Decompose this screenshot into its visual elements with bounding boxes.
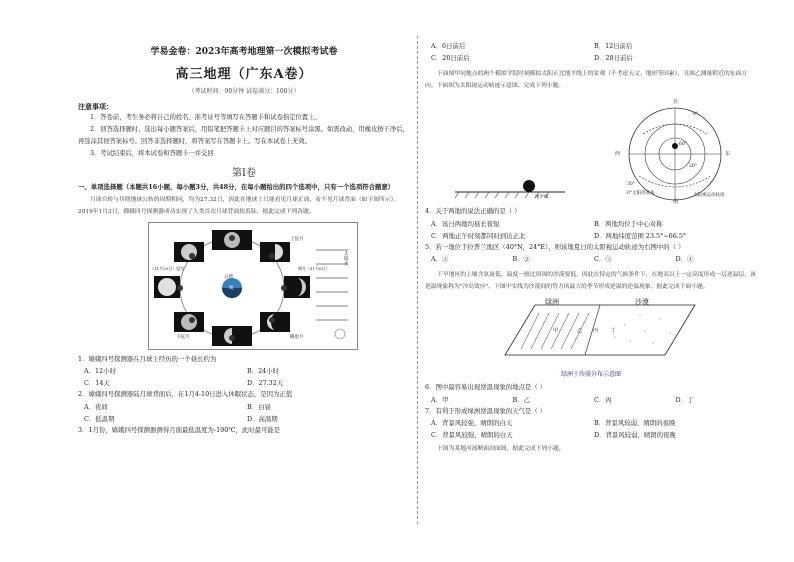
moon-phase-figure (148, 222, 358, 350)
q1-option-c[interactable]: C．14天 (84, 379, 110, 387)
sun-label-path: 太阳视运动轨迹 (693, 193, 725, 198)
footer-intro: 下图为某地河流断面剖面图，据此完成下列小题。 (437, 446, 565, 452)
q2-option-d[interactable]: D．高温期 (247, 414, 278, 423)
note-item-2: 2．回答选择题时，选出每小题答案后，用铅笔把答题卡上对应题目的答案标号涂黑。如需改动，用橡皮擦干净后，再选涂其他答案标号。回答非选择题时，将答案写在答题卡上。写在本试卷上无效。 (78, 126, 409, 145)
note-item-1: 1．答卷前，考生务必将自己的姓名、准考证号等填写在答题卡和试卷指定位置上。 (90, 114, 321, 121)
q4-option-d[interactable]: D．两地纬度范围 23.5°~66.5° (594, 231, 687, 240)
point-yi: 乙 (577, 328, 583, 334)
exam-time-score: （考试时间：90分钟 试卷满分：100分） (188, 88, 300, 95)
question-6-options (425, 394, 757, 406)
right-column (425, 40, 757, 455)
left-column (78, 40, 410, 436)
q2-option-b[interactable]: B．白昼 (247, 402, 271, 411)
intro-3: 干旱地区的土壤含氮量低，温度一般比周围的沙漠要低，因此在特定的气候条件下，在地表以上一定高度形成一层逆温层，该逆温现象称为"冷岛效应"。下图中实线为沙漠间的势力风最大的季节形成逆温的逆温现象。据此完成下面小题。 (425, 272, 756, 290)
sun-label-east: 东 (725, 151, 731, 157)
oasis-desert-diagram (425, 297, 757, 367)
q7-option-a[interactable]: A．背景风较强，晴朗的白天 (431, 419, 513, 427)
question-7: 7．有利于形成绿洲逆温现象的天气是（ ） (425, 406, 547, 415)
exam-subject: 高三地理（广东A卷） (175, 67, 313, 82)
q3-option-a[interactable]: A．6日前后 (431, 42, 466, 50)
question-5: 5．若一地位于拉普兰地区（40°N，24°E），则该地夏日的太阳视运动轨迹为右图中的（ ） (425, 242, 685, 251)
notes-heading: 注意事项： (78, 102, 113, 111)
moon-label-earth: 地 (229, 285, 234, 291)
question-7-options-2 (425, 429, 757, 441)
q1-option-b[interactable]: B．24小时 (247, 367, 279, 375)
q4-option-c[interactable]: C．两地正午时刻都同时到达正北 (431, 231, 526, 240)
question-4-options-2 (425, 230, 757, 242)
section-heading: 一、单项选择题（本题共16小题，每小题3分，共48分，在每小题给出的四个选项中，只有一个选项符合题意） (78, 183, 395, 191)
question-3: 3．1月份，嫦娥四号探测器测得月面最低温度为-190℃，此时最可能是 (78, 425, 281, 434)
q6-option-d[interactable]: D．丁 (675, 395, 694, 404)
question-6: 6．图中最容易出现逆温现象的地点是（ ） (425, 383, 547, 391)
question-1: 1．嫦娥四号探测器在月球上经历的一个昼长约为 (78, 354, 217, 363)
sun-label-horizon: 地平线 (535, 195, 549, 200)
q3-option-d[interactable]: D．28日前后 (594, 54, 633, 62)
question-5-options (425, 253, 757, 265)
sun-path-figure (425, 94, 757, 206)
sun-label-altitude: 0°太阳高度角 (627, 191, 655, 196)
question-7-options (425, 417, 757, 429)
q7-option-b[interactable]: B．背景风较弱，晴朗的夜晚 (594, 419, 676, 427)
q2-option-c[interactable]: C．低温期 (84, 414, 115, 423)
question-4-options (425, 218, 757, 230)
moon-label-first-quarter: 上弦月 (290, 236, 304, 242)
section-intro: 月球自转与其绕地球公转的周期相同，均为27.32日，因此在地球上只能看见月球正面，看不见月球背面（如下图所示）。2019年1月3日，嫦娥四号探测器成功实现了人类首次月球背面软着陆。据此完成下列各题。 (78, 196, 400, 215)
question-3-options (425, 40, 757, 52)
q4-option-a[interactable]: A．该日两地均昼长夜短 (431, 219, 500, 228)
question-4: 4．关于两地的说法正确的是（ ） (425, 207, 521, 215)
q6-option-c[interactable]: C．丙 (594, 395, 612, 404)
question-1-options (78, 365, 410, 377)
q4-option-b[interactable]: B．两地均位于中心对称 (594, 219, 663, 228)
question-1-options-2 (78, 377, 410, 389)
sun-label-west: 西 (615, 151, 621, 157)
sun-label-0deg: 0° (693, 112, 699, 117)
question-2-options (78, 401, 410, 413)
q5-option-a[interactable]: A．① (431, 255, 449, 263)
q3-option-c[interactable]: C．20日前后 (431, 54, 470, 62)
sun-label-north: 北 (673, 99, 679, 105)
q2-option-a[interactable]: A．夜间 (84, 402, 108, 411)
q5-option-c[interactable]: C．③ (594, 255, 612, 263)
oasis-label: 绿洲 (545, 298, 559, 306)
q7-option-d[interactable]: D．背景风较弱，晴朗的夜晚 (594, 431, 676, 439)
oasis-desert-figure (425, 297, 757, 367)
question-2-options-2 (78, 413, 410, 425)
point-ding: 丁 (611, 328, 617, 334)
q5-option-d[interactable]: D．④ (675, 255, 694, 263)
sun-label-south: 南 (673, 199, 679, 205)
q6-option-b[interactable]: B．乙 (512, 395, 530, 404)
moon-label-last-quarter: 下弦月 (176, 334, 190, 340)
moon-phase-diagram (148, 222, 358, 350)
q6-option-a[interactable]: A．甲 (431, 395, 449, 404)
sun-label-20deg: 20° (689, 164, 697, 169)
sun-label-30deg: 30° (627, 182, 635, 187)
sun-label-60deg: 60° (679, 142, 687, 147)
column-divider (417, 36, 418, 524)
intro-2: 下面图甲同地点的两个模拟学院时刻模拟太阳正北地平线上的景观（不考虑天文、地形等因素），且图乙测量附近的东面方向。下面图为太阳视运动轨迹示意图。完成下列小题。 (425, 71, 748, 89)
note-item-3: 3．考试结束后，将本试卷和答题卡一并交回 (90, 150, 214, 157)
sun-path-diagram (425, 94, 757, 206)
q5-option-b[interactable]: B．② (512, 255, 530, 263)
moon-label-full: （11月20日）望月 (150, 265, 185, 271)
desert-label: 沙漠 (635, 298, 649, 306)
moon-label-sunlight: 太阳光 (344, 251, 349, 267)
point-jia: 甲 (553, 328, 559, 334)
moon-label-gibbous: 凸月 (192, 236, 201, 242)
question-3-options-2 (425, 52, 757, 64)
q1-option-d[interactable]: D．27.32天 (247, 379, 284, 387)
moon-label-sunlit: 日照 (224, 274, 233, 280)
q3-option-b[interactable]: B．12日前后 (594, 42, 633, 50)
point-bing: 丙 (593, 328, 599, 334)
exam-title: 学易金卷：2023年高考地理第一次模拟考试卷 (150, 47, 338, 57)
question-2: 2．嫦娥四号探测器陆月球背面后，在1月4-10日进入休眠状态，是因为正值 (78, 390, 293, 398)
moon-label-crescent: 蛾眉月 (290, 334, 304, 340)
volume-heading: 第Ⅰ卷 (232, 168, 256, 179)
moon-label-new: 朔月（11月6日） (298, 265, 330, 271)
q1-option-a[interactable]: A．12小时 (84, 367, 116, 375)
oasis-figure-caption: 绿洲于沙漠分布示意图 (560, 371, 621, 378)
q7-option-c[interactable]: C．背景风较强，晴朗的白天 (431, 431, 513, 439)
